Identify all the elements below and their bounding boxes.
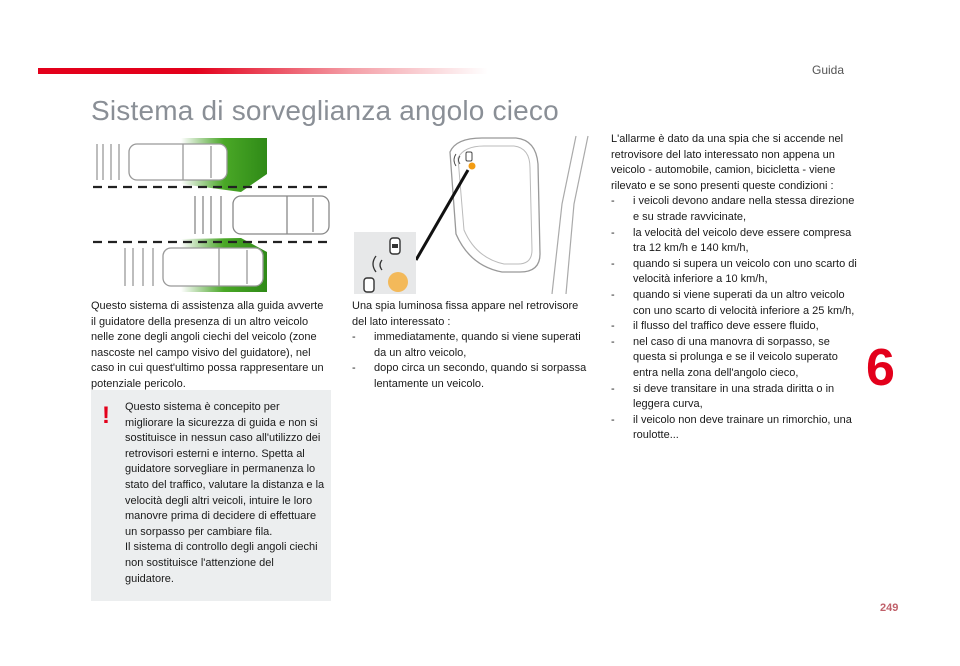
warning-lamp-zoom-inset [354, 232, 416, 294]
list-item: - quando si viene superati da un altro veicolo con uno scarto di velocità inferiore a 25 km/h, [611, 288, 857, 319]
list-item: - quando si supera un veicolo con uno scarto di velocità inferiore a 10 km/h, [611, 257, 857, 288]
warning-box [91, 390, 331, 601]
list-item: - la velocità del veicolo deve essere compresa tra 12 km/h e 140 km/h, [611, 226, 857, 257]
lower-vehicle-icon [125, 248, 263, 286]
list-item: - immediatamente, quando si viene superati da un altro veicolo, [352, 330, 590, 361]
mirror-housing [450, 138, 540, 272]
lamp-intro: Una spia luminosa fissa appare nel retrovisore del lato interessato : [352, 300, 579, 328]
warning-paragraph-1: Questo sistema è concepito per migliorare la sicurezza di guida e non si sostituisce in nessun caso all'utilizzo dei retrovisori esterni e interno. Spetta al guidatore sorvegliare in permanenza lo stato del traffico, valutare la distanza e la velocità degli altri veicoli, intuire le loro manovre prima di decidere di effettuare un sorpasso per cambiare fila. [125, 401, 325, 538]
lamp-conditions-list [352, 330, 590, 392]
chapter-number: 6 [866, 339, 895, 397]
mirror-warning-lamp-illustration [352, 134, 592, 294]
alarm-intro: L'allarme è dato da una spia che si accende nel retrovisore del lato interessato non appena un veicolo - automobile, camion, bicicletta - viene rilevato e se sono presenti queste condizioni : [611, 133, 844, 192]
warning-paragraph-2: Il sistema di controllo degli angoli ciechi non sostituisce l'attenzione del guidatore. [125, 541, 318, 585]
list-item: - il veicolo non deve trainare un rimorchio, una roulotte... [611, 413, 857, 444]
blind-spot-zones-illustration [91, 134, 333, 294]
alarm-conditions [611, 132, 857, 444]
list-item: - nel caso di una manovra di sorpasso, se questa si prolunga e se il veicolo superato entra nella zona dell'angolo cieco, [611, 335, 857, 382]
section-name: Guida [812, 63, 845, 77]
warning-text [125, 400, 325, 587]
list-item: - i veicoli devono andare nella stessa direzione e su strade ravvicinate, [611, 194, 857, 225]
alarm-conditions-list [611, 194, 857, 444]
list-item: - il flusso del traffico deve essere fluido, [611, 319, 857, 335]
list-item: - dopo circa un secondo, quando si sorpassa lentamente un veicolo. [352, 361, 590, 392]
intro-paragraph [91, 299, 327, 393]
page-title: Sistema di sorveglianza angolo cieco [91, 95, 559, 126]
list-item: - si deve transitare in una strada diritta o in leggera curva, [611, 382, 857, 413]
upper-vehicle-icon [97, 144, 227, 180]
own-vehicle-icon [195, 196, 329, 234]
page-number: 249 [880, 602, 899, 614]
intro-text: Questo sistema di assistenza alla guida avverte il guidatore della presenza di un altro veicolo nelle zone degli angoli ciechi del veicolo (zone nascoste nel campo visivo del guidatore), nel caso in cui quest'ultimo possa rappresentare un potenziale pericolo. [91, 300, 324, 390]
lamp-description [352, 299, 590, 393]
header-accent-bar [38, 68, 488, 74]
warning-icon: ! [102, 402, 110, 429]
